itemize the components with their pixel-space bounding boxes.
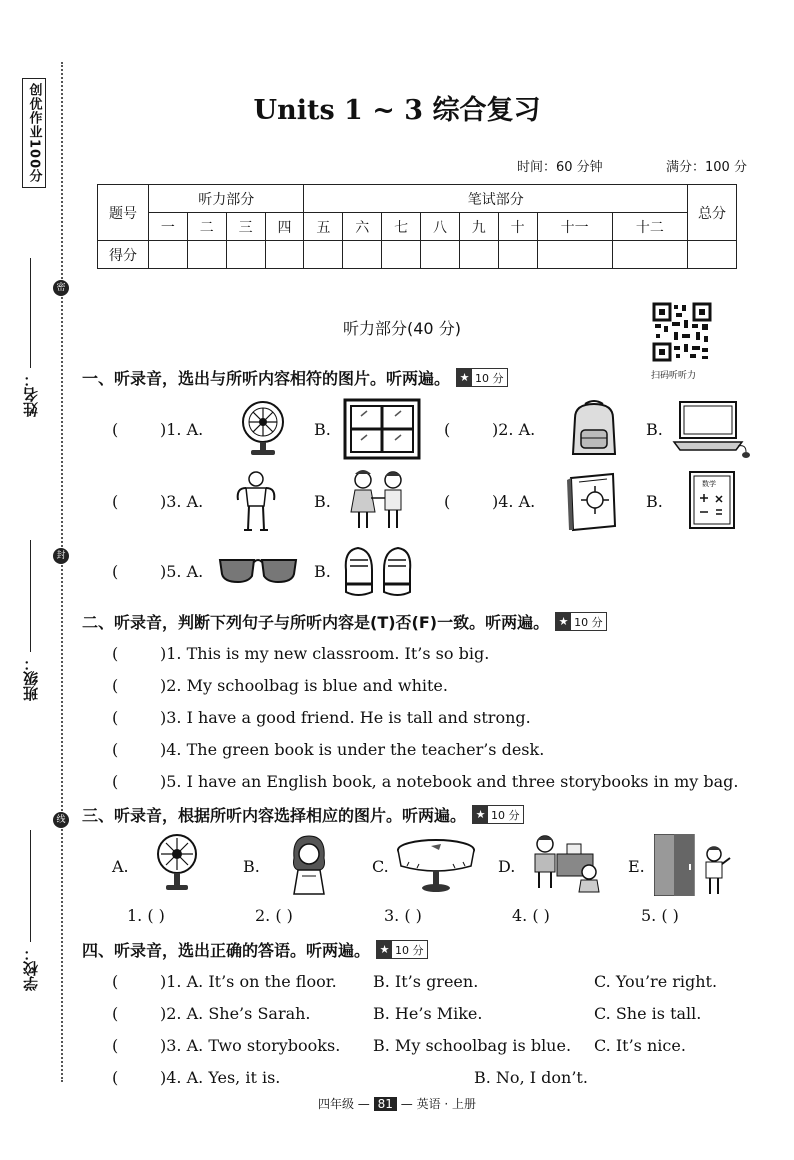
answer-slot[interactable]: 4. ( ) [512,906,550,925]
answer-slot[interactable]: 2. ( ) [255,906,293,925]
section2-heading [82,610,607,633]
score-cell[interactable] [612,241,687,269]
strong-boy-image[interactable] [232,470,280,534]
points-text: 10 分 [574,615,603,629]
answer-blank[interactable]: ( [112,740,119,759]
option-a: )2. A. She’s Sarah. [160,1004,311,1023]
score-cell[interactable] [187,241,226,269]
option-c: C. You’re right. [594,972,718,991]
shoes-image[interactable] [340,540,416,598]
brand-label: 创优作业100分 [26,82,42,184]
score-cell[interactable] [498,241,537,269]
footer-grade: 四年级 — [317,1097,370,1111]
page-title: Units 1 ~ 3 综合复习 [253,95,541,126]
answer-blank[interactable]: ( [112,644,119,663]
schoolbag-image[interactable] [563,398,625,460]
seal-mark-2: 封 [53,548,69,564]
girl-image[interactable] [284,832,334,896]
answer-blank[interactable]: ( [112,1036,119,1055]
time-limit: 时间：60 分钟 [517,160,603,175]
col-num: 五 [304,213,343,241]
col-num: 十二 [612,213,687,241]
table-image[interactable] [395,836,477,894]
seal-mark-1: 密 [53,280,69,296]
cut-line [61,62,63,1082]
question-number: )5. A. [160,562,204,581]
footer-subject: — 英语 · 上册 [400,1097,477,1111]
col-num: 二 [187,213,226,241]
answer-blank[interactable]: ( [444,420,451,439]
answer-slot[interactable]: 5. ( ) [641,906,679,925]
listening-heading: 听力部分(40 分) [343,319,461,338]
answer-blank[interactable]: ( [112,676,119,695]
option-a: )1. A. It’s on the floor. [160,972,337,991]
answer-blank[interactable]: ( [112,1068,119,1087]
score-cell[interactable] [304,241,343,269]
label-score: 得分 [98,241,149,269]
s4-item [112,1068,280,1087]
s2-item [112,772,739,791]
score-cell[interactable] [459,241,498,269]
option-b: B. [646,492,663,511]
option-b: B. [314,562,331,581]
computer-image[interactable] [672,398,752,460]
answer-blank[interactable]: ( [112,562,119,581]
fan-image[interactable] [152,832,202,894]
option-a: )4. A. Yes, it is. [160,1068,281,1087]
col-num: 九 [459,213,498,241]
statement-text: )4. The green book is under the teacher’s desk. [160,740,545,759]
s1-q2-label [444,420,535,439]
name-label: 姓名： [22,372,40,417]
col-num: 七 [382,213,421,241]
score-cell[interactable] [265,241,304,269]
s4-item [112,1004,311,1023]
col-num: 三 [226,213,265,241]
col-num: 六 [343,213,382,241]
question-number: )3. A. [160,492,204,511]
storybook-image[interactable] [563,470,621,532]
score-cell[interactable] [421,241,460,269]
col-num: 十 [498,213,537,241]
svg-text:数学: 数学 [702,480,716,488]
option-letter: B. [243,857,260,876]
statement-text: )1. This is my new classroom. It’s so big. [160,644,490,663]
points-badge [472,805,524,824]
group-writing: 笔试部分 [304,185,688,213]
answer-blank[interactable]: ( [444,492,451,511]
group-listening: 听力部分 [149,185,304,213]
col-num: 十一 [537,213,612,241]
option-c: C. It’s nice. [594,1036,686,1055]
option-letter: D. [498,857,516,876]
s2-item [112,708,531,727]
option-letter: C. [372,857,389,876]
points-badge [376,940,428,959]
points-badge [555,612,607,631]
option-b: B. [314,420,331,439]
question-number: )2. A. [492,420,536,439]
full-score: 满分：100 分 [666,160,747,175]
two-friends-image[interactable] [343,468,413,534]
s1-q4-label [444,492,535,511]
star-icon: ★ [457,369,472,386]
option-b: B. No, I don’t. [474,1068,588,1087]
points-badge [456,368,508,387]
section1-heading [82,366,508,389]
score-cell[interactable] [226,241,265,269]
answer-blank[interactable]: ( [112,772,119,791]
answer-blank[interactable]: ( [112,492,119,511]
option-b: B. My schoolbag is blue. [373,1036,572,1055]
s1-q5-label [112,562,203,581]
answer-slot[interactable]: 1. ( ) [127,906,165,925]
label-question-no: 题号 [98,185,149,241]
score-cell[interactable] [343,241,382,269]
points-text: 10 分 [491,808,520,822]
statement-text: )5. I have an English book, a notebook and three storybooks in my bag. [160,772,739,791]
s4-item [112,972,337,991]
section3-heading [82,803,524,826]
s2-item [112,676,448,695]
statement-text: )3. I have a good friend. He is tall and strong. [160,708,531,727]
section4-title: 四、听录音，选出正确的答语。听两遍。 [82,941,371,960]
total-cell[interactable] [688,241,737,269]
star-icon: ★ [473,806,488,823]
option-letter: A. [112,857,129,876]
class-label: 班级： [22,656,40,701]
star-icon: ★ [377,941,392,958]
maths-book-image[interactable] [686,470,738,532]
col-num: 四 [265,213,304,241]
qr-code-icon[interactable] [652,302,712,362]
question-number: )4. A. [492,492,536,511]
statement-text: )2. My schoolbag is blue and white. [160,676,448,695]
door-and-boy-image[interactable] [654,834,734,896]
option-letter: E. [628,857,645,876]
star-icon: ★ [556,613,571,630]
fan-image[interactable] [235,398,291,458]
points-text: 10 分 [475,371,504,385]
s2-item [112,644,489,663]
option-c: C. She is tall. [594,1004,702,1023]
class-field[interactable] [30,540,31,652]
option-b: B. [314,492,331,511]
desk-with-kids-image[interactable] [527,832,605,894]
option-b: B. [646,420,663,439]
col-num: 八 [421,213,460,241]
section1-title: 一、听录音，选出与所听内容相符的图片。听两遍。 [82,369,451,388]
glasses-image[interactable] [218,556,298,586]
col-num: 一 [149,213,188,241]
answer-blank[interactable]: ( [112,972,119,991]
score-table [97,184,737,269]
page-footer [0,1095,794,1112]
school-field[interactable] [30,830,31,942]
answer-blank[interactable]: ( [112,708,119,727]
score-cell[interactable] [382,241,421,269]
seal-mark-3: 线 [53,812,69,828]
s1-q1-label [112,420,203,439]
page-number: 81 [374,1097,397,1111]
s2-item [112,740,544,759]
question-number: )1. A. [160,420,204,439]
score-cell[interactable] [537,241,612,269]
s4-item [112,1036,340,1055]
section3-title: 三、听录音，根据所听内容选择相应的图片。听两遍。 [82,806,467,825]
school-label: 学校： [22,946,40,991]
section2-title: 二、听录音，判断下列句子与所听内容是(T)否(F)一致。听两遍。 [82,613,550,632]
option-b: B. He’s Mike. [373,1004,483,1023]
window-image[interactable] [343,398,421,460]
option-b: B. It’s green. [373,972,479,991]
points-text: 10 分 [395,943,424,957]
score-cell[interactable] [149,241,188,269]
qr-caption: 扫码听听力 [651,371,697,381]
section4-heading [82,938,428,961]
option-a: )3. A. Two storybooks. [160,1036,341,1055]
name-field[interactable] [30,258,31,368]
answer-blank[interactable]: ( [112,1004,119,1023]
answer-slot[interactable]: 3. ( ) [384,906,422,925]
label-total: 总分 [688,185,737,241]
answer-blank[interactable]: ( [112,420,119,439]
s1-q3-label [112,492,203,511]
